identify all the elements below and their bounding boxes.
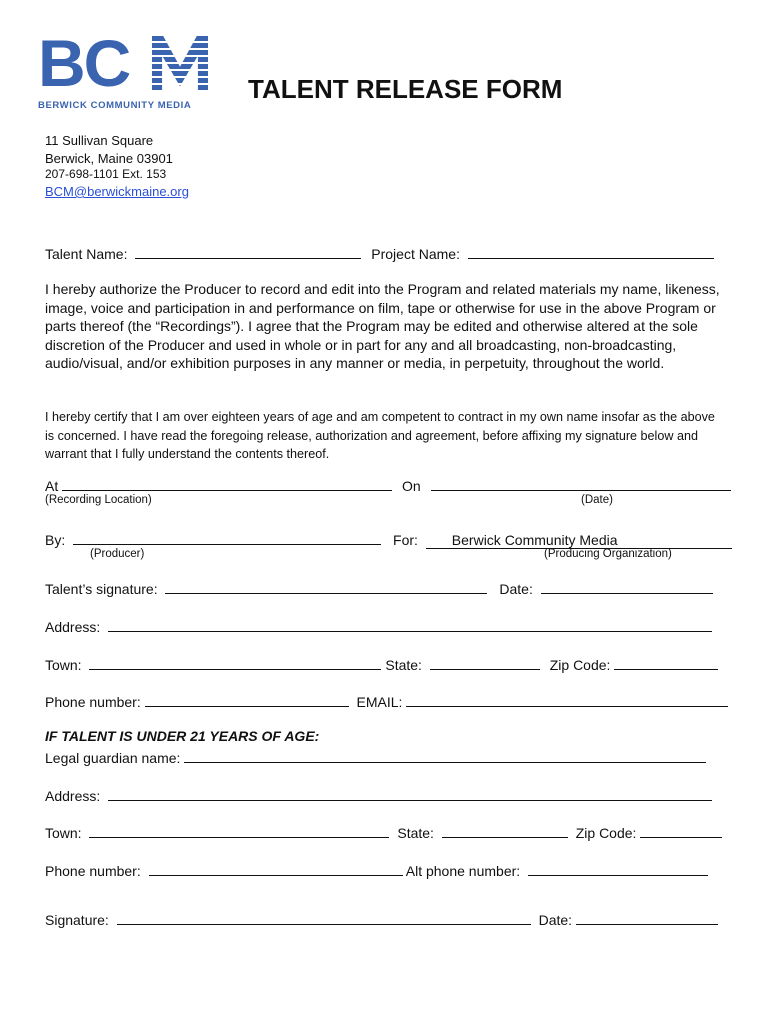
at-on-row [45, 476, 731, 494]
date-caption: (Date) [581, 494, 613, 506]
talent-name-field[interactable] [135, 244, 361, 259]
guardian-signature-row [45, 910, 718, 928]
guardian-signature-field[interactable] [117, 910, 531, 925]
guardian-name-row [45, 748, 706, 766]
talent-date-field[interactable] [541, 579, 713, 594]
guardian-zip-field[interactable] [640, 823, 722, 838]
at-label: At [45, 478, 59, 494]
guardian-town-row [45, 823, 722, 841]
talent-state-label: State: [385, 657, 422, 673]
guardian-phone-row [45, 861, 708, 879]
guardian-town-field[interactable] [89, 823, 389, 838]
address-email-link[interactable]: BCM@berwickmaine.org [45, 184, 189, 199]
guardian-town-label: Town: [45, 825, 82, 841]
address-street: 11 Sullivan Square [45, 133, 154, 148]
guardian-phone-label: Phone number: [45, 863, 141, 879]
talent-email-field[interactable] [406, 692, 728, 707]
logo-tagline: BERWICK COMMUNITY MEDIA [38, 100, 192, 111]
guardian-date-label: Date: [538, 912, 573, 928]
guardian-name-field[interactable] [184, 748, 706, 763]
bcm-logo [36, 26, 212, 116]
talent-address-row [45, 617, 712, 635]
talent-signature-label: Talent’s signature: [45, 581, 158, 597]
talent-town-label: Town: [45, 657, 82, 673]
form-title: TALENT RELEASE FORM [248, 74, 563, 104]
talent-zip-label: Zip Code: [549, 657, 611, 673]
by-label: By: [45, 532, 66, 548]
guardian-signature-label: Signature: [45, 912, 109, 928]
guardian-address-row [45, 786, 712, 804]
talent-state-field[interactable] [430, 655, 540, 670]
on-label: On [402, 478, 421, 494]
guardian-name-label: Legal guardian name: [45, 750, 181, 766]
project-name-field[interactable] [468, 244, 714, 259]
producing-org-caption: (Producing Organization) [544, 548, 672, 560]
talent-zip-field[interactable] [614, 655, 718, 670]
guardian-state-label: State: [397, 825, 434, 841]
talent-town-row [45, 655, 718, 673]
address-city: Berwick, Maine 03901 [45, 151, 173, 166]
talent-date-label: Date: [499, 581, 533, 597]
certification-paragraph: I hereby certify that I am over eighteen years of age and am competent to contract in my own name insofar as the above is concerned. I have read the foregoing release, authorization and agreement, before affixing my signature below and warrant that I fully understand the contents thereof. [45, 410, 715, 462]
logo-striped-m-icon [152, 36, 208, 92]
producing-organization-field[interactable]: Berwick Community Media [426, 532, 732, 549]
guardian-state-field[interactable] [442, 823, 568, 838]
talent-town-field[interactable] [89, 655, 381, 670]
guardian-address-field[interactable] [108, 786, 712, 801]
guardian-date-field[interactable] [576, 910, 718, 925]
recording-date-field[interactable] [431, 476, 731, 491]
minor-section-heading: IF TALENT IS UNDER 21 YEARS OF AGE: [45, 728, 320, 744]
guardian-zip-label: Zip Code: [575, 825, 637, 841]
recording-location-field[interactable] [62, 476, 392, 491]
guardian-alt-phone-field[interactable] [528, 861, 708, 876]
authorization-paragraph: I hereby authorize the Producer to record and edit into the Program and related materials my name, likeness, image, voice and participation in and performance on film, tape or otherwise for use in the above Program or parts thereof (the “Recordings”). I agree that the Program may be edited and otherwise altered at the sole discretion of the Producer and used in whole or in part for any and all broadcasting, non-broadcasting, audio/visual, and/or exhibition purposes in any manner or media, in perpetuity, throughout the world. [45, 281, 720, 372]
talent-phone-row [45, 692, 728, 710]
talent-name-label: Talent Name: [45, 246, 128, 262]
project-name-label: Project Name: [371, 246, 460, 262]
talent-signature-field[interactable] [165, 579, 487, 594]
talent-address-field[interactable] [108, 617, 712, 632]
logo-letters: BC [38, 26, 130, 100]
talent-phone-field[interactable] [145, 692, 349, 707]
talent-signature-row [45, 579, 713, 597]
producer-caption: (Producer) [90, 548, 145, 560]
guardian-alt-phone-label: Alt phone number: [405, 863, 521, 879]
recording-location-caption: (Recording Location) [45, 494, 152, 506]
by-for-row [45, 530, 732, 549]
guardian-phone-field[interactable] [149, 861, 403, 876]
talent-phone-label: Phone number: [45, 694, 141, 710]
talent-email-label: EMAIL: [356, 694, 403, 710]
guardian-address-label: Address: [45, 788, 101, 804]
talent-address-label: Address: [45, 619, 101, 635]
for-label: For: [393, 532, 418, 548]
producer-field[interactable] [73, 530, 381, 545]
talent-project-row [45, 244, 714, 262]
address-phone: 207-698-1101 Ext. 153 [45, 167, 167, 181]
